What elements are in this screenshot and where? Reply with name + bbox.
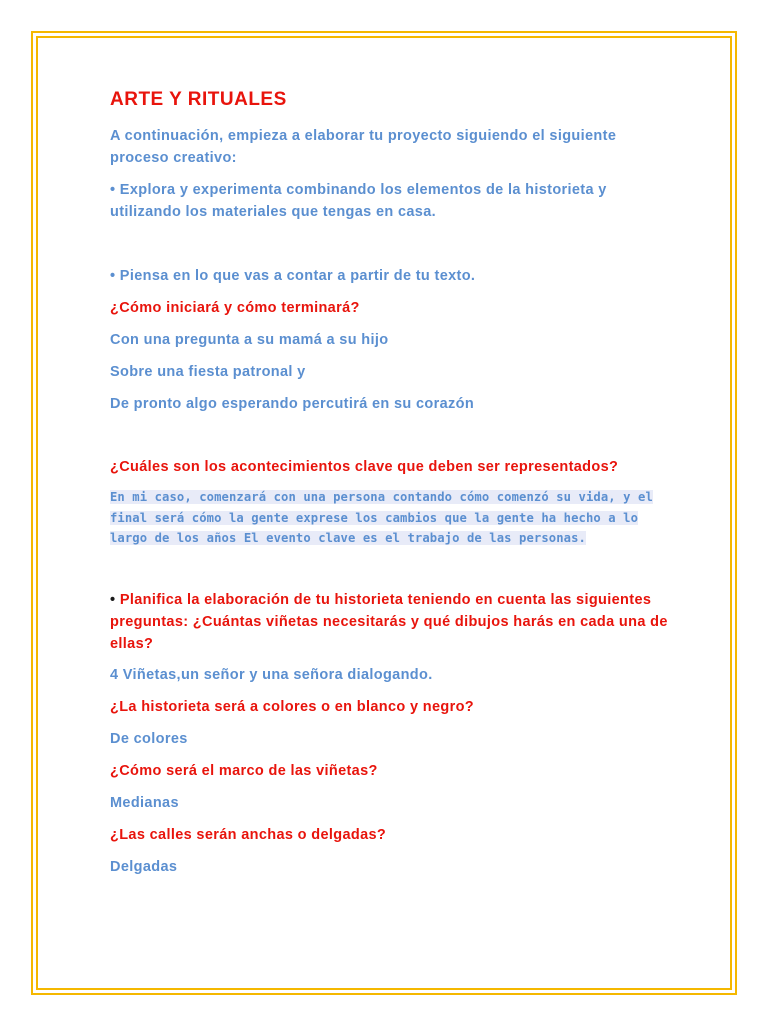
answer-inicio-3: De pronto algo esperando percutirá en su corazón: [110, 396, 475, 412]
answer-colores: De colores: [110, 730, 188, 747]
answer-inicio-1: Con una pregunta a su mamá a su hijo: [110, 332, 389, 348]
question-marco: ¿Cómo será el marco de las viñetas?: [110, 762, 378, 779]
explora-bullet: • Explora y experimenta combinando los elementos de la historieta y utilizando los materiales que tengas en casa.: [110, 182, 607, 220]
question-colores: ¿La historieta será a colores o en blanco y negro?: [110, 698, 474, 715]
question-inicio: ¿Cómo iniciará y cómo terminará?: [110, 300, 360, 316]
answer-vinetas: 4 Viñetas,un señor y una señora dialogando.: [110, 666, 433, 683]
document-body: [110, 86, 670, 878]
piensa-bullet: • Piensa en lo que vas a contar a partir de tu texto.: [110, 268, 476, 284]
question-calles: ¿Las calles serán anchas o delgadas?: [110, 826, 387, 843]
answer-calles: Delgadas: [110, 858, 178, 875]
highlighted-answer: En mi caso, comenzará con una persona contando cómo comenzó su vida, y el final será cómo la gente exprese los cambios que la gente ha hecho a lo largo de los años El evento clave es el trabajo de las personas.: [110, 490, 653, 545]
document-title: ARTE Y RITUALES: [110, 89, 287, 110]
planifica-bullet-mark: •: [110, 591, 120, 608]
intro-paragraph: A continuación, empieza a elaborar tu proyecto siguiendo el siguiente proceso creativo:: [110, 128, 617, 166]
answer-inicio-2: Sobre una fiesta patronal y: [110, 364, 306, 380]
answer-acontecimientos: [110, 487, 670, 549]
question-acontecimientos: ¿Cuáles son los acontecimientos clave que deben ser representados?: [110, 459, 619, 475]
planifica-text: Planifica la elaboración de tu historieta teniendo en cuenta las siguientes preguntas: ¿Cuántas viñetas necesitarás y qué dibujos harás en cada una de ellas?: [110, 591, 668, 652]
planifica-paragraph: [110, 589, 670, 655]
answer-marco: Medianas: [110, 794, 179, 811]
